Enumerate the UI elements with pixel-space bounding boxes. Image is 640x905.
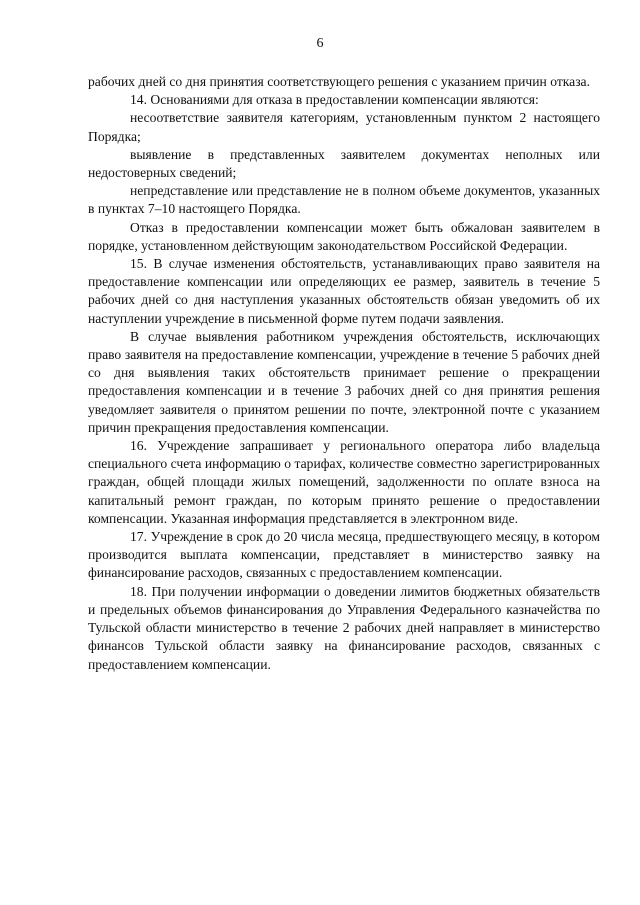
paragraph: несоответствие заявителя категориям, установленным пунктом 2 настоящего Порядка;	[88, 110, 600, 144]
paragraph: 17. Учреждение в срок до 20 числа месяца, предшествующего месяцу, в котором производится выплата компенсации, представляет в министерство заявку на финансирование расходов, связанных с предоставлением компенсации.	[88, 529, 600, 581]
paragraph: 15. В случае изменения обстоятельств, устанавливающих право заявителя на предоставление компенсации или определяющих ее размер, заявитель в течение 5 рабочих дней со дня наступления указанных обстоятельств обязан уведомить об их наступлении учреждение в письменной форме путем подачи заявления.	[88, 256, 600, 326]
paragraph: 18. При получении информации о доведении лимитов бюджетных обязательств и предельных объемов финансирования до Управления Федерального казначейства по Тульской области министерство в течение 2 рабочих дней направляет в министерство финансов Тульской области заявку на финансирование расходов, связанных с предоставлением компенсации.	[88, 583, 600, 672]
paragraph: 14. Основаниями для отказа в предоставлении компенсации являются:	[130, 92, 539, 108]
document-body	[88, 73, 600, 674]
paragraph: выявление в представленных заявителем документах неполных или недостоверных сведений;	[88, 146, 600, 181]
paragraph: 16. Учреждение запрашивает у регионального оператора либо владельца специального счета информацию о тарифах, количестве совместно зарегистрированных граждан, общей площади жилых помещений, задолженности по оплате взноса на капитальный ремонт граждан, по которым принято решение о предоставлении компенсации. Указанная информация представляется в электронном виде.	[88, 438, 600, 526]
page-number: 6	[316, 36, 324, 51]
paragraph: В случае выявления работником учреждения обстоятельств, исключающих право заявителя на предоставление компенсации, учреждение в течение 5 рабочих дней со дня выявления таких обстоятельств принимает решение о прекращении предоставления компенсации и в течение 3 рабочих дней со дня принятия решения уведомляет заявителя о принятом решении по почте, электронной почте с указанием причин прекращения предоставления компенсации.	[88, 328, 600, 435]
paragraph: непредставление или представление не в полном объеме документов, указанных в пунктах 7–10 настоящего Порядка.	[88, 183, 600, 217]
paragraph: рабочих дней со дня принятия соответствующего решения с указанием причин отказа.	[88, 74, 590, 89]
paragraph: Отказ в предоставлении компенсации может быть обжалован заявителем в порядке, установленном действующим законодательством Российской Федерации.	[88, 219, 600, 253]
